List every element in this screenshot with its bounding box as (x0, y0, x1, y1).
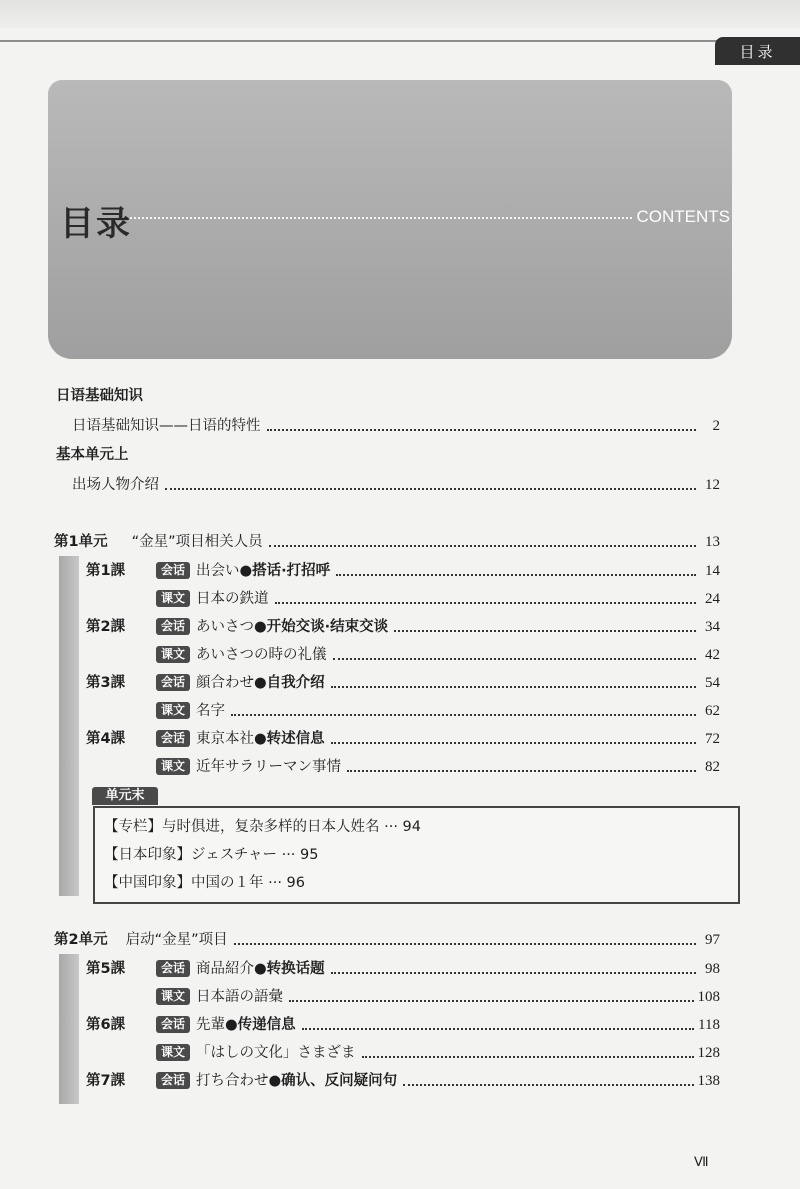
page-number: 62 (705, 703, 720, 719)
lesson-entry[interactable] (86, 615, 720, 637)
lesson-topic: 转换话题 (266, 961, 325, 977)
lesson-number: 第2課 (86, 619, 126, 635)
lesson-entry[interactable] (86, 727, 720, 749)
lesson-topic: 搭话·打招呼 (252, 563, 331, 579)
lesson-tag: 会话 (156, 1016, 190, 1033)
lesson-title: 「はしの文化」さまざま (196, 1045, 356, 1061)
lesson-title: 先輩 (196, 1017, 226, 1033)
unit-title: “金星”项目相关人员 (131, 534, 263, 550)
page-number: 34 (705, 619, 720, 635)
leader-dots (333, 658, 696, 660)
lesson-topic: 转述信息 (266, 731, 325, 747)
unit-label: 第2单元 (54, 932, 108, 948)
leader-dots (362, 1056, 694, 1058)
page-number: 72 (705, 731, 720, 747)
page-number: 98 (705, 961, 720, 977)
lesson-entry[interactable] (156, 643, 720, 665)
page-number: 42 (705, 647, 720, 663)
toc-entry[interactable] (72, 414, 720, 436)
page-number: 82 (705, 759, 720, 775)
section-heading (56, 384, 143, 406)
lesson-topic: 自我介绍 (266, 675, 325, 691)
lesson-tag: 会话 (156, 1072, 190, 1089)
banner-subtitle: CONTENTS (636, 207, 730, 226)
toc-entry-label: 出场人物介绍 (72, 477, 159, 493)
lesson-entry[interactable] (156, 985, 720, 1007)
page-number: 97 (705, 932, 720, 948)
toc-entry[interactable] (72, 473, 720, 495)
lesson-title: あいさつ (196, 619, 255, 635)
leader-dots (289, 1000, 693, 1002)
bullet-icon: ● (254, 731, 267, 747)
page-number: 2 (712, 418, 720, 434)
lesson-title: 商品紹介 (196, 961, 255, 977)
bullet-icon: ● (268, 1073, 282, 1089)
lesson-topic: 传递信息 (237, 1017, 296, 1033)
lesson-tag: 课文 (156, 1044, 190, 1061)
page-number: 108 (697, 989, 720, 1005)
lesson-title: 東京本社 (196, 731, 255, 747)
unit-end-tag: 单元末 (92, 787, 158, 805)
unit-label: 第1单元 (54, 534, 108, 550)
page-number: 14 (705, 563, 720, 579)
lesson-number: 第1課 (86, 563, 126, 579)
section-heading-label: 基本单元上 (56, 447, 129, 463)
lesson-tag: 会话 (156, 960, 190, 977)
header-tab: 目录 (715, 37, 800, 65)
lesson-tag: 课文 (156, 758, 190, 775)
lesson-title: あいさつの時の礼儀 (196, 647, 327, 663)
leader-dots (336, 574, 696, 576)
lesson-number: 第7課 (86, 1073, 126, 1089)
banner-title: 目录 (60, 204, 132, 244)
unit-heading[interactable] (54, 928, 720, 950)
leader-dots (275, 602, 696, 604)
toc-entry-label: 日语基础知识——日语的特性 (72, 418, 261, 434)
lesson-title: 近年サラリーマン事情 (196, 759, 342, 775)
lesson-title: 日本語の語彙 (196, 989, 284, 1005)
lesson-entry[interactable] (86, 559, 720, 581)
lesson-tag: 会话 (156, 674, 190, 691)
lesson-topic: 确认、反问疑问句 (281, 1073, 398, 1089)
lesson-number: 第6課 (86, 1017, 126, 1033)
unit-end-line[interactable]: 【日本印象】ジェスチャー ··· 95 (104, 847, 319, 863)
leader-dots (331, 742, 696, 744)
lesson-title: 出会い (196, 563, 240, 579)
lesson-tag: 课文 (156, 988, 190, 1005)
lesson-entry[interactable] (86, 671, 720, 693)
lesson-number: 第3課 (86, 675, 126, 691)
page-edge (0, 0, 800, 28)
lesson-entry[interactable] (86, 1013, 720, 1035)
lesson-number: 第4課 (86, 731, 126, 747)
unit-heading[interactable] (54, 530, 720, 552)
lesson-tag: 会话 (156, 730, 190, 747)
unit-end-line[interactable]: 【中国印象】中国の１年 ··· 96 (104, 875, 305, 891)
lesson-entry[interactable] (86, 957, 720, 979)
leader-dots (394, 630, 696, 632)
lesson-tag: 课文 (156, 646, 190, 663)
leader-dots (269, 545, 696, 547)
lesson-number: 第5課 (86, 961, 126, 977)
leader-dots (234, 943, 696, 945)
lesson-entry[interactable] (156, 699, 720, 721)
lesson-tag: 课文 (156, 590, 190, 607)
page-number: 128 (697, 1045, 720, 1061)
lesson-entry[interactable] (156, 755, 720, 777)
bullet-icon: ● (254, 961, 267, 977)
lesson-title: 名字 (196, 703, 226, 719)
leader-dots (231, 714, 696, 716)
page-number: 24 (705, 591, 720, 607)
leader-dots (302, 1028, 694, 1030)
lesson-tag: 会话 (156, 618, 190, 635)
page-number: 138 (697, 1073, 720, 1089)
section-heading (56, 443, 129, 465)
unit-sidebar (59, 954, 79, 1104)
leader-dots (331, 686, 696, 688)
leader-dots (165, 488, 696, 490)
lesson-entry[interactable] (156, 1041, 720, 1063)
lesson-title: 顔合わせ (196, 675, 255, 691)
bullet-icon: ● (254, 675, 267, 691)
leader-dots (347, 770, 696, 772)
lesson-entry[interactable] (156, 587, 720, 609)
section-heading-label: 日语基础知识 (56, 388, 143, 404)
contents-banner (48, 80, 732, 359)
banner-dotted-rule (130, 217, 632, 219)
page-number: 54 (705, 675, 720, 691)
lesson-tag: 课文 (156, 702, 190, 719)
folio-page-number: Ⅶ (694, 1154, 709, 1169)
leader-dots (331, 972, 696, 974)
lesson-topic: 开始交谈·结束交谈 (266, 619, 389, 635)
lesson-title: 打ち合わせ (196, 1073, 269, 1089)
leader-dots (403, 1084, 693, 1086)
bullet-icon: ● (239, 563, 253, 579)
page-number: 13 (705, 534, 720, 550)
page-number: 12 (705, 477, 720, 493)
bullet-icon: ● (254, 619, 267, 635)
leader-dots (267, 429, 697, 431)
page-number: 118 (698, 1017, 720, 1033)
lesson-title: 日本の鉄道 (196, 591, 269, 607)
unit-title: 启动“金星”项目 (125, 932, 228, 948)
bullet-icon: ● (225, 1017, 238, 1033)
header-rule (0, 40, 800, 42)
lesson-tag: 会话 (156, 562, 190, 579)
unit-end-line[interactable]: 【专栏】与时俱进，复杂多样的日本人姓名 ··· 94 (104, 819, 421, 835)
lesson-entry[interactable] (86, 1069, 720, 1091)
unit-sidebar (59, 556, 79, 896)
